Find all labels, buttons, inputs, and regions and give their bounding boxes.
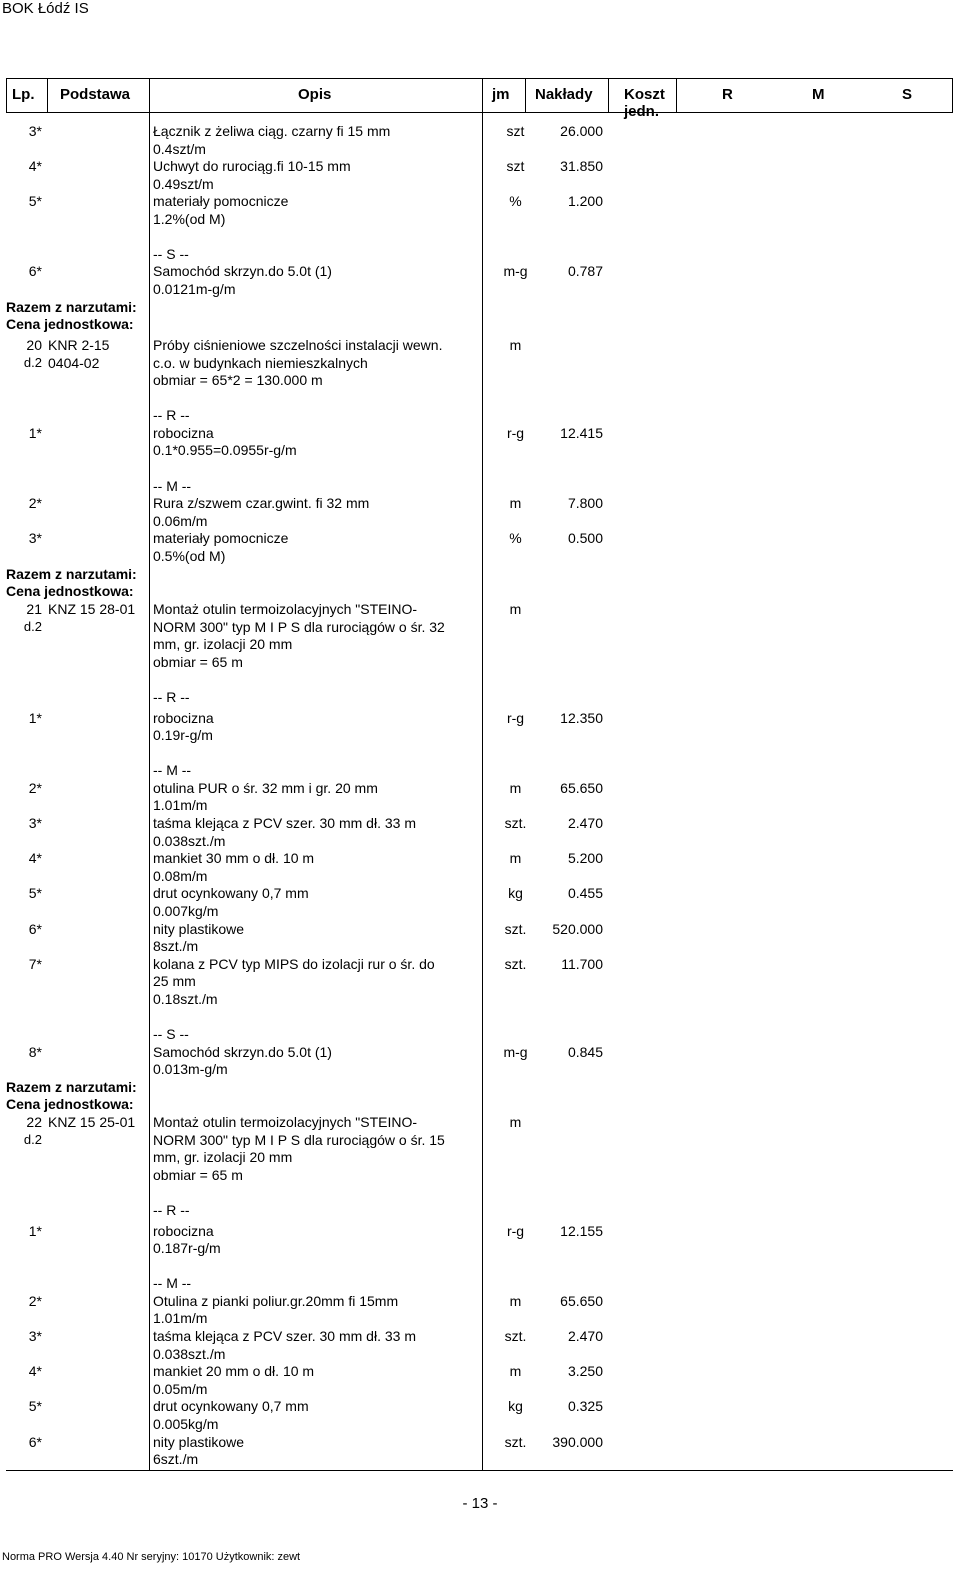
table-row [0, 210, 960, 228]
row-lp: 2* [28, 495, 42, 511]
table-row [0, 1450, 960, 1468]
header-lp: Lp. [12, 86, 35, 103]
row-description: 0.5%(od M) [153, 548, 226, 564]
row-lp: 7* [28, 956, 42, 972]
row-description: -- R -- [153, 407, 190, 423]
header-koszt: Koszt [624, 86, 665, 103]
row-podstawa: 0404-02 [48, 355, 100, 371]
row-unit: r-g [506, 425, 525, 441]
table-row [0, 1043, 960, 1061]
table-row [0, 512, 960, 530]
row-unit: szt. [504, 1328, 527, 1344]
row-description: NORM 300" typ M I P S dla rurociągów o śr. 32 [153, 619, 445, 635]
row-unit: kg [508, 885, 523, 901]
row-lp: 6* [28, 921, 42, 937]
table-row [0, 1274, 960, 1292]
table-row [0, 1113, 960, 1131]
table-row [0, 371, 960, 389]
table-row [0, 175, 960, 193]
row-naklady: 12.350 [560, 710, 603, 726]
row-naklady: 65.650 [560, 1293, 603, 1309]
table-row [0, 832, 960, 850]
row-lp: 1* [28, 710, 42, 726]
table-row [0, 709, 960, 727]
header-s: S [902, 86, 913, 103]
row-naklady: 0.325 [567, 1398, 603, 1414]
header-podstawa: Podstawa [60, 86, 131, 103]
row-description: mm, gr. izolacji 20 mm [153, 1149, 293, 1165]
row-naklady: 1.200 [567, 193, 603, 209]
row-description: mm, gr. izolacji 20 mm [153, 636, 293, 652]
row-description: kolana z PCV typ MIPS do izolacji rur o śr. do [153, 956, 435, 972]
row-description: Montaż otulin termoizolacyjnych "STEINO- [153, 1114, 418, 1130]
row-lp: 20 [26, 337, 42, 353]
row-description: robocizna [153, 710, 214, 726]
row-description: -- M -- [153, 1275, 192, 1291]
row-description: 0.08m/m [153, 868, 208, 884]
table-row [0, 1166, 960, 1184]
table-row [0, 653, 960, 671]
row-naklady: 31.850 [560, 158, 603, 174]
table-row [0, 1025, 960, 1043]
table-row [0, 1309, 960, 1327]
header-jm: jm [492, 86, 510, 103]
row-unit: m-g [503, 263, 528, 279]
row-description: 0.013m-g/m [153, 1061, 228, 1077]
table-row [0, 547, 960, 565]
row-description: 1.01m/m [153, 797, 208, 813]
row-description: NORM 300" typ M I P S dla rurociągów o śr. 15 [153, 1132, 445, 1148]
row-description: materiały pomocnicze [153, 530, 289, 546]
row-podstawa: KNR 2-15 [48, 337, 110, 353]
document-title: BOK Łódź IS [2, 0, 89, 17]
row-summary-label: Cena jednostkowa: [6, 583, 134, 599]
row-description: Próby ciśnieniowe szczelności instalacji wewn. [153, 337, 443, 353]
row-description: nity plastikowe [153, 921, 245, 937]
row-lp: 2* [28, 1293, 42, 1309]
table-row [0, 245, 960, 263]
table-row [0, 990, 960, 1008]
row-unit: kg [508, 1398, 523, 1414]
row-description: 0.4szt/m [153, 141, 206, 157]
row-lp-suffix: d.2 [23, 355, 42, 370]
row-naklady: 0.845 [567, 1044, 603, 1060]
row-naklady: 0.787 [567, 263, 603, 279]
row-lp: 5* [28, 885, 42, 901]
table-row [0, 814, 960, 832]
table-row [0, 1362, 960, 1380]
row-unit: szt [506, 123, 525, 139]
table-row [0, 779, 960, 797]
row-description: obmiar = 65 m [153, 654, 243, 670]
row-unit: szt. [504, 1434, 527, 1450]
row-description: 1.01m/m [153, 1310, 208, 1326]
row-unit: m [509, 850, 522, 866]
table-row [0, 1292, 960, 1310]
row-description: obmiar = 65 m [153, 1167, 243, 1183]
table-row [0, 406, 960, 424]
table-row [0, 1078, 960, 1096]
row-description: 1.2%(od M) [153, 211, 226, 227]
row-description: 0.038szt./m [153, 833, 226, 849]
row-summary-label: Cena jednostkowa: [6, 1096, 134, 1112]
table-row [0, 1397, 960, 1415]
row-summary-label: Cena jednostkowa: [6, 316, 134, 332]
table-row [0, 726, 960, 744]
row-unit: szt. [504, 815, 527, 831]
row-description: 6szt./m [153, 1451, 199, 1467]
header-koszt-jedn: jedn. [624, 103, 660, 120]
row-description: 0.49szt/m [153, 176, 214, 192]
row-lp: 5* [28, 193, 42, 209]
row-lp: 21 [26, 601, 42, 617]
table-row [0, 1060, 960, 1078]
table-row [0, 884, 960, 902]
row-summary-label: Razem z narzutami: [6, 566, 137, 582]
row-lp-suffix: d.2 [23, 619, 42, 634]
header-opis: Opis [298, 86, 332, 103]
table-row [0, 867, 960, 885]
table-row [0, 849, 960, 867]
row-summary-label: Razem z narzutami: [6, 299, 137, 315]
table-row [0, 761, 960, 779]
table-row [0, 1415, 960, 1433]
row-description: 0.06m/m [153, 513, 208, 529]
row-unit: r-g [506, 1223, 525, 1239]
row-naklady: 520.000 [552, 921, 603, 937]
table-row [0, 1201, 960, 1219]
row-description: 8szt./m [153, 938, 199, 954]
table-row [0, 972, 960, 990]
row-description: Uchwyt do rurociąg.fi 10-15 mm [153, 158, 351, 174]
table-row [0, 140, 960, 158]
row-unit: m [509, 337, 522, 353]
table-row [0, 565, 960, 583]
row-naklady: 3.250 [567, 1363, 603, 1379]
table-row [0, 796, 960, 814]
row-summary-label: Razem z narzutami: [6, 1079, 137, 1095]
row-lp: 4* [28, 850, 42, 866]
row-lp: 4* [28, 158, 42, 174]
table-bottom-border [6, 1470, 953, 1471]
row-naklady: 7.800 [567, 495, 603, 511]
row-unit: szt [506, 158, 525, 174]
row-description: -- M -- [153, 762, 192, 778]
table-row [0, 1131, 960, 1149]
row-description: -- R -- [153, 689, 190, 705]
table-row [0, 1239, 960, 1257]
row-naklady: 12.155 [560, 1223, 603, 1239]
row-description: taśma klejąca z PCV szer. 30 mm dł. 33 m [153, 815, 416, 831]
table-row [0, 280, 960, 298]
row-description: -- M -- [153, 478, 192, 494]
table-row [0, 1148, 960, 1166]
row-description: otulina PUR o śr. 32 mm i gr. 20 mm [153, 780, 378, 796]
row-description: robocizna [153, 425, 214, 441]
row-description: 0.187r-g/m [153, 1240, 221, 1256]
row-description: Otulina z pianki poliur.gr.20mm fi 15mm [153, 1293, 399, 1309]
table-row [0, 955, 960, 973]
table-row [0, 582, 960, 600]
row-unit: % [509, 193, 522, 209]
row-description: taśma klejąca z PCV szer. 30 mm dł. 33 m [153, 1328, 416, 1344]
row-lp: 3* [28, 1328, 42, 1344]
row-lp: 22 [26, 1114, 42, 1130]
row-lp: 3* [28, 815, 42, 831]
table-row [0, 1345, 960, 1363]
table-row [0, 262, 960, 280]
row-description: 0.005kg/m [153, 1416, 219, 1432]
row-lp: 1* [28, 425, 42, 441]
row-unit: m [509, 780, 522, 796]
row-naklady: 5.200 [567, 850, 603, 866]
table-row [0, 920, 960, 938]
row-unit: m [509, 601, 522, 617]
row-naklady: 2.470 [567, 1328, 603, 1344]
row-description: 0.0121m-g/m [153, 281, 236, 297]
row-naklady: 390.000 [552, 1434, 603, 1450]
table-row [0, 1222, 960, 1240]
row-description: nity plastikowe [153, 1434, 245, 1450]
row-description: 0.1*0.955=0.0955r-g/m [153, 442, 297, 458]
row-description: robocizna [153, 1223, 214, 1239]
row-description: 0.19r-g/m [153, 727, 213, 743]
table-row [0, 902, 960, 920]
table-row [0, 635, 960, 653]
row-naklady: 65.650 [560, 780, 603, 796]
row-naklady: 26.000 [560, 123, 603, 139]
table-row [0, 688, 960, 706]
table-row [0, 192, 960, 210]
header-naklady: Nakłady [535, 86, 593, 103]
table-row [0, 1095, 960, 1113]
row-description: 0.05m/m [153, 1381, 208, 1397]
page-number: - 13 - [462, 1495, 498, 1512]
row-naklady: 0.455 [567, 885, 603, 901]
row-description: Samochód skrzyn.do 5.0t (1) [153, 1044, 332, 1060]
row-lp: 2* [28, 780, 42, 796]
row-description: mankiet 30 mm o dł. 10 m [153, 850, 315, 866]
row-description: mankiet 20 mm o dł. 10 m [153, 1363, 315, 1379]
row-description: drut ocynkowany 0,7 mm [153, 885, 309, 901]
table-row [0, 600, 960, 618]
footer-info: Norma PRO Wersja 4.40 Nr seryjny: 10170 Użytkownik: zewt [2, 1551, 301, 1563]
table-row [0, 298, 960, 316]
table-row [0, 157, 960, 175]
row-unit: r-g [506, 710, 525, 726]
row-description: 0.007kg/m [153, 903, 219, 919]
header-m: M [812, 86, 825, 103]
row-naklady: 12.415 [560, 425, 603, 441]
row-lp: 8* [28, 1044, 42, 1060]
table-row [0, 315, 960, 333]
table-row [0, 336, 960, 354]
row-description: Rura z/szwem czar.gwint. fi 32 mm [153, 495, 370, 511]
row-unit: m [509, 1114, 522, 1130]
row-description: -- S -- [153, 246, 189, 262]
table-row [0, 354, 960, 372]
row-description: -- R -- [153, 1202, 190, 1218]
table-row [0, 937, 960, 955]
table-row [0, 529, 960, 547]
row-description: Samochód skrzyn.do 5.0t (1) [153, 263, 332, 279]
row-lp: 3* [28, 123, 42, 139]
row-unit: m [509, 1363, 522, 1379]
table-row [0, 494, 960, 512]
row-unit: m [509, 495, 522, 511]
table-row [0, 424, 960, 442]
row-lp: 3* [28, 530, 42, 546]
row-description: 0.038szt./m [153, 1346, 226, 1362]
row-lp-suffix: d.2 [23, 1132, 42, 1147]
row-unit: m-g [503, 1044, 528, 1060]
row-lp: 6* [28, 263, 42, 279]
row-podstawa: KNZ 15 25-01 [48, 1114, 136, 1130]
row-description: 25 mm [153, 973, 196, 989]
row-description: Montaż otulin termoizolacyjnych "STEINO- [153, 601, 418, 617]
table-row [0, 441, 960, 459]
row-description: 0.18szt./m [153, 991, 218, 1007]
row-description: obmiar = 65*2 = 130.000 m [153, 372, 323, 388]
table-row [0, 1380, 960, 1398]
row-naklady: 11.700 [561, 956, 603, 972]
row-lp: 5* [28, 1398, 42, 1414]
row-description: drut ocynkowany 0,7 mm [153, 1398, 309, 1414]
row-unit: szt. [504, 956, 527, 972]
row-lp: 4* [28, 1363, 42, 1379]
table-row [0, 477, 960, 495]
table-row [0, 1327, 960, 1345]
header-r: R [722, 86, 733, 103]
row-unit: % [509, 530, 522, 546]
row-description: materiały pomocnicze [153, 193, 289, 209]
row-lp: 6* [28, 1434, 42, 1450]
row-podstawa: KNZ 15 28-01 [48, 601, 136, 617]
row-description: -- S -- [153, 1026, 189, 1042]
row-unit: m [509, 1293, 522, 1309]
row-description: Łącznik z żeliwa ciąg. czarny fi 15 mm [153, 123, 391, 139]
row-lp: 1* [28, 1223, 42, 1239]
row-unit: szt. [504, 921, 527, 937]
table-row [0, 122, 960, 140]
table-row [0, 618, 960, 636]
table-row [0, 1433, 960, 1451]
row-naklady: 0.500 [567, 530, 603, 546]
row-naklady: 2.470 [567, 815, 603, 831]
row-description: c.o. w budynkach niemieszkalnych [153, 355, 368, 371]
